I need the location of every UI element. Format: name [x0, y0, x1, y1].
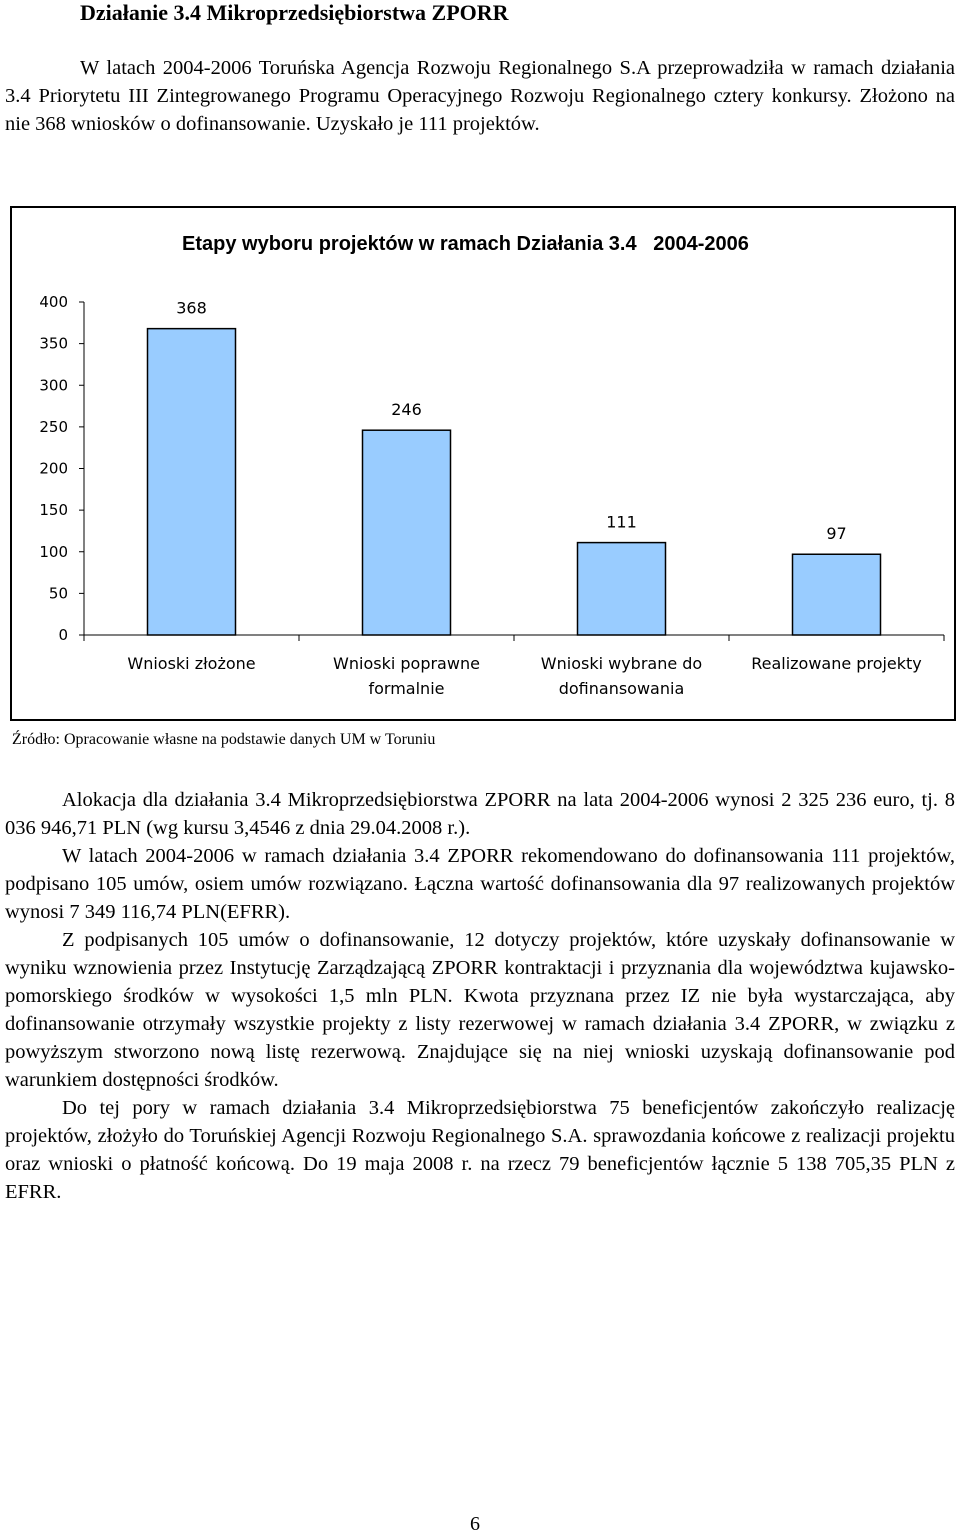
- data-label: 368: [176, 298, 207, 318]
- page-number: 6: [470, 1513, 480, 1535]
- source-note: Źródło: Opracowanie własne na podstawie danych UM w Toruniu: [12, 731, 436, 748]
- bar: [578, 543, 666, 635]
- y-tick-label: 250: [39, 417, 68, 436]
- y-tick-label: 300: [39, 376, 68, 395]
- category-label: formalnie: [368, 679, 445, 698]
- section-heading: Działanie 3.4 Mikroprzedsiębiorstwa ZPORR: [80, 0, 509, 25]
- paragraph-contracts: Z podpisanych 105 umów o dofinansowanie, 12 dotyczy projektów, które uzyskały dofinansowanie w wyniku wznowienia przez Instytucję Zarządzającą ZPORR kontraktacji i przyznania dla województwa kujawsko-pomorskiego środków w wysokości 1,5 mln PLN. Kwota przyznana przez IZ nie była wystarczająca, aby dofinansowanie otrzymały wszystkie projekty z listy rezerwowej w ramach działania 3.4 ZPORR, w związku z powyższym stworzono nową listę rezerwową. Znajdujące się na niej wnioski uzyskają dofinansowanie pod warunkiem dostępności środków.: [5, 929, 955, 1091]
- category-label: Wnioski wybrane do: [540, 654, 703, 673]
- y-tick-label: 150: [39, 501, 68, 520]
- data-label: 111: [606, 512, 637, 532]
- intro-paragraph: W latach 2004-2006 Toruńska Agencja Rozwoju Regionalnego S.A przeprowadziła w ramach działania 3.4 Priorytetu III Zintegrowanego Programu Operacyjnego Rozwoju Regionalnego cztery konkursy. Złożono na nie 368 wniosków o dofinansowanie. Uzyskało je 111 projektów.: [5, 57, 955, 135]
- chart-title: Etapy wyboru projektów w ramach Działania 3.4 2004-2006: [182, 233, 749, 255]
- bar: [148, 329, 236, 635]
- category-label: dofinansowania: [558, 679, 685, 698]
- y-tick-label: 0: [58, 626, 68, 644]
- chart-frame: [10, 206, 956, 721]
- bar-chart: [12, 208, 954, 719]
- paragraph-completed: Do tej pory w ramach działania 3.4 Mikroprzedsiębiorstwa 75 beneficjentów zakończyło realizację projektów, złożyło do Toruńskiej Agencji Rozwoju Regionalnego S.A. sprawozdania końcowe z realizacji projektu oraz wnioski o płatność końcową. Do 19 maja 2008 r. na rzecz 79 beneficjentów łącznie 5 138 705,35 PLN z EFRR.: [5, 1097, 955, 1203]
- data-label: 246: [391, 400, 422, 420]
- data-label: 97: [826, 524, 847, 544]
- y-tick-label: 350: [39, 334, 68, 353]
- y-tick-label: 50: [48, 584, 68, 603]
- body-text: [5, 786, 955, 1206]
- y-tick-label: 400: [39, 293, 68, 311]
- category-label: Wnioski poprawne: [333, 654, 480, 673]
- y-tick-label: 200: [39, 459, 68, 478]
- y-tick-label: 100: [39, 542, 68, 561]
- paragraph-recommended: W latach 2004-2006 w ramach działania 3.4 ZPORR rekomendowano do dofinansowania 111 projektów, podpisano 105 umów, osiem umów rozwiązano. Łączna wartość dofinansowania dla 97 realizowanych projektów wynosi 7 349 116,74 PLN(EFRR).: [5, 845, 955, 923]
- bar: [793, 554, 881, 635]
- bar: [363, 430, 451, 635]
- category-label: Realizowane projekty: [751, 654, 922, 673]
- paragraph-allocation: Alokacja dla działania 3.4 Mikroprzedsiębiorstwa ZPORR na lata 2004-2006 wynosi 2 325 236 euro, tj. 8 036 946,71 PLN (wg kursu 3,4546 z dnia 29.04.2008 r.).: [5, 789, 955, 839]
- category-label: Wnioski złożone: [127, 654, 256, 673]
